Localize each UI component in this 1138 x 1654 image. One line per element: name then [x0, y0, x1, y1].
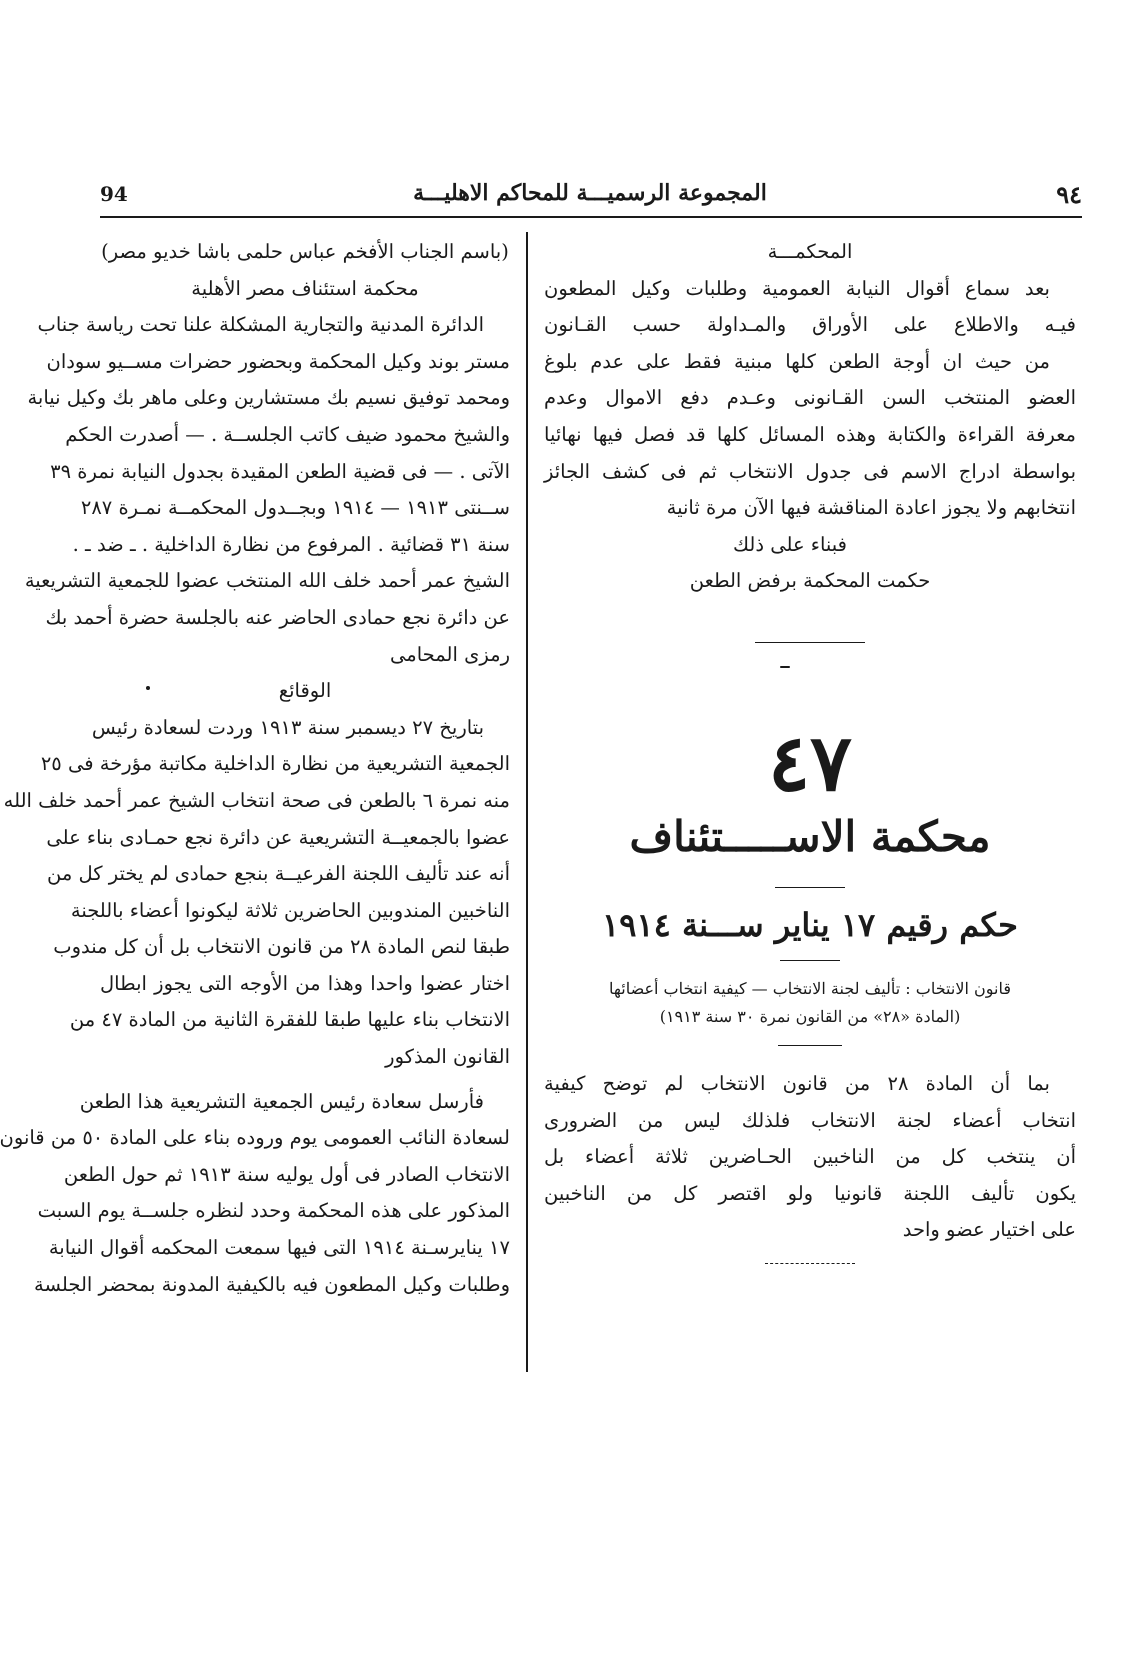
section-heading-court: المحكمـــة: [767, 240, 853, 263]
page-number-latin: 94: [100, 182, 128, 206]
facts-line: أنه عند تأليف اللجنة الفرعيــة بنجع حمادى لم يختر كل من: [47, 862, 510, 886]
separator-rule: [780, 960, 840, 961]
verdict: حكمت المحكمة برفض الطعن: [689, 569, 931, 593]
followup-line: ١٧ ينايرسـنة ١٩١٤ التى فيها سمعت المحكمه أقوال النيابة: [48, 1236, 510, 1260]
principle-line: انتخاب أعضاء لجنة الانتخاب فلذلك ليس من الضرورى: [544, 1108, 1076, 1132]
facts-line: الجمعية التشريعية من نظارة الداخلية مكاتبة مؤرخة فى ٢٥: [40, 752, 510, 776]
intro-line: الشيخ عمر أحمد خلف الله المنتخب عضوا للجمعية التشريعية: [24, 569, 510, 593]
intro-line: عن دائرة نجع حمادى الحاضر عنه بالجلسة حضرة أحمد بك: [45, 605, 510, 629]
intro-line: الآتى . — فى قضية الطعن المقيدة بجدول النيابة نمرة ٣٩: [50, 459, 510, 483]
intro-line: ســنتى ١٩١٣ — ١٩١٤ وبجــدول المحكمــة نمـرة ٢٨٧: [80, 496, 510, 520]
body-line: العضو المنتخب السن القـانونى وعـدم دفع الاموال وعدم: [544, 386, 1076, 410]
summary-line: قانون الانتخاب : تأليف لجنة الانتخاب — كيفية انتخاب أعضائها: [609, 978, 1011, 998]
principle-line: على اختيار عضو واحد: [902, 1218, 1076, 1242]
separator-rule: [755, 642, 865, 643]
principle-line: بما أن المادة ٢٨ من قانون الانتخاب لم توضح كيفية: [544, 1071, 1050, 1095]
body-line: معرفة القراءة والكتابة وهذه المسائل كلها قد فصل فيها نهائيا: [544, 422, 1077, 446]
facts-line: منه نمرة ٦ بالطعن فى صحة انتخاب الشيخ عمر أحمد خلف الله: [3, 788, 510, 812]
separator-rule: [778, 1045, 842, 1046]
page-header: [100, 180, 1082, 216]
intro-line: مستر بوند وكيل المحكمة وبحضور حضرات مســيو سودان: [46, 349, 510, 373]
separator-rule: [775, 887, 845, 888]
intro-line: ومحمد توفيق نسيم بك مستشارين وعلى ماهر بك وكيل نيابة: [27, 386, 510, 410]
summary-line: (المادة «٢٨» من القانون نمرة ٣٠ سنة ١٩١٣): [659, 1006, 961, 1026]
followup-line: فأرسل سعادة رئيس الجمعية التشريعية هذا الطعن: [79, 1089, 484, 1113]
intro-line: الدائرة المدنية والتجارية المشكلة علنا تحت رياسة جناب: [37, 313, 484, 337]
intro-line: سنة ٣١ قضائية . المرفوع من نظارة الداخلية . ـ ضد ـ .: [72, 532, 510, 556]
principle-line: يكون تأليف اللجنة قانونيا ولو اقتصر كل من الناخبين: [544, 1181, 1076, 1205]
body-line: بعد سماع أقوال النيابة العمومية وطلبات وكيل المطعون: [544, 276, 1050, 300]
page-number-arabic: ٩٤: [1056, 180, 1082, 209]
separator-rule: [765, 1263, 855, 1264]
stray-mark: [780, 666, 790, 668]
followup-line: لسعادة النائب العمومى يوم وروده بناء على المادة ٥٠ من قانون: [0, 1126, 510, 1150]
body-line: انتخابهم ولا يجوز اعادة المناقشة فيها الآن مرة ثانية: [666, 496, 1076, 520]
facts-line: اختار عضوا واحدا وهذا من الأوجه التى يجوز ابطال: [100, 971, 510, 995]
followup-line: وطلبات وكيل المطعون فيه بالكيفية المدونة بمحضر الجلسة: [34, 1272, 510, 1296]
court-title: محكمة استئناف مصر الأهلية: [191, 276, 419, 300]
conclusion-intro: فبناء على ذلك: [732, 532, 847, 556]
facts-line: الانتخاب بناء عليها طبقا للفقرة الثانية من المادة ٤٧ من: [69, 1008, 510, 1032]
principle-line: أن ينتخب كل من الناخبين الحـاضرين ثلاثة أعضاء بل: [544, 1145, 1076, 1169]
stray-mark: [146, 686, 150, 690]
court-name: محكمة الاســـــتئناف: [629, 811, 991, 861]
facts-line: القانون المذكور: [385, 1045, 510, 1069]
left-column: [0, 234, 510, 1303]
running-title: المجموعة الرسميـــة للمحاكم الاهليـــة: [413, 180, 767, 206]
intro-line: والشيخ محمود ضيف كاتب الجلســة . — أصدرت الحكم: [65, 422, 510, 446]
case-number: ٤٧: [768, 717, 852, 809]
facts-line: بتاريخ ٢٧ ديسمبر سنة ١٩١٣ وردت لسعادة رئيس: [91, 715, 484, 739]
invocation: (باسم الجناب الأفخم عباس حلمى باشا خديو مصر): [101, 240, 509, 263]
ruling-date: حكم رقيم ١٧ يناير ســـنة ١٩١٤: [602, 905, 1018, 944]
facts-line: طبقا لنص المادة ٢٨ من قانون الانتخاب بل أن كل مندوب: [53, 935, 510, 959]
right-column: [544, 234, 1076, 1264]
followup-line: الانتخاب الصادر فى أول يوليه سنة ١٩١٣ ثم حول الطعن: [63, 1162, 510, 1186]
header-rule: [100, 216, 1082, 218]
body-line: من حيث ان أوجة الطعن كلها مبنية فقط على عدم بلوغ: [544, 349, 1050, 373]
facts-heading: الوقائع: [278, 679, 332, 703]
body-line: فيـه والاطلاع على الأوراق والمـداولة حسب القـانون: [544, 313, 1076, 337]
facts-line: الناخبين المندوبين الحاضرين ثلاثة ليكونوا أعضاء باللجنة: [70, 898, 510, 922]
facts-line: عضوا بالجمعيــة التشريعية عن دائرة نجع حمـادى بناء على: [46, 825, 510, 849]
body-line: بواسطة ادراج الاسم فى جدول الانتخاب ثم فى كشف الجائز: [544, 459, 1076, 483]
column-divider: [526, 232, 528, 1372]
followup-line: المذكور على هذه المحكمة وحدد لنظره جلســة يوم السبت: [37, 1199, 510, 1223]
intro-line: رمزى المحامى: [390, 642, 510, 666]
